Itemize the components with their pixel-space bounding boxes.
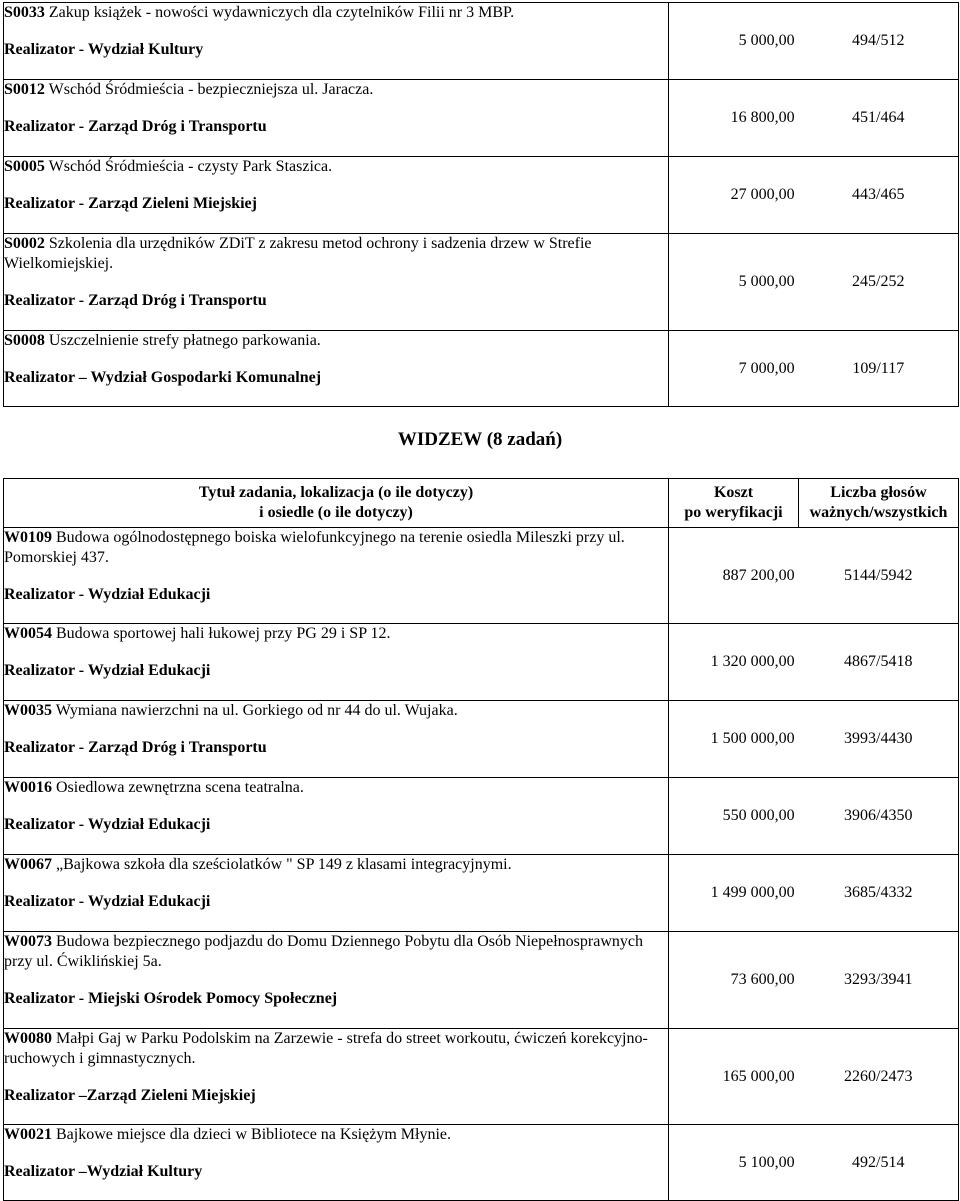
task-cell [4,80,669,157]
task-values [669,331,959,407]
task-code: W0035 [4,702,52,719]
task-description: Bajkowe miejsce dla dzieci w Bibliotece na Księżym Młynie. [56,1126,451,1143]
task-description: Szkolenia dla urzędników ZDiT z zakresu metod ochrony i sadzenia drzew w Strefie Wielkomiejskiej. [4,235,592,272]
task-votes: 3993/4430 [844,730,913,747]
task-cell [4,157,669,234]
task-description: Budowa bezpiecznego podjazdu do Domu Dziennego Pobytu dla Osób Niepełnosprawnych przy ul. Ćwiklińskiej 5a. [4,933,643,970]
task-votes: 109/117 [852,359,905,377]
task-realizator: Realizator - Zarząd Dróg i Transportu [4,118,267,135]
task-cost: 165 000,00 [722,1067,795,1085]
task-cell [4,624,669,701]
task-realizator: Realizator –Zarząd Zieleni Miejskiej [4,1087,256,1104]
task-cost: 7 000,00 [738,359,795,377]
task-realizator: Realizator – Wydział Gospodarki Komunalnej [4,369,322,386]
task-cell [4,1029,669,1125]
task-votes: 494/512 [852,32,905,49]
task-code: W0109 [4,529,52,546]
task-cost: 887 200,00 [722,566,795,584]
task-cost: 5 100,00 [738,1153,795,1171]
task-description: Wymiana nawierzchni na ul. Gorkiego od nr 44 do ul. Wujaka. [55,702,458,719]
task-realizator: Realizator - Zarząd Dróg i Transportu [4,739,267,756]
table-row [4,932,959,1029]
task-cell [4,331,669,407]
header-title: Tytuł zadania, lokalizacja (o ile dotyczy) i osiedle (o ile dotyczy) [4,479,669,528]
section-title: WIDZEW (8 zadań) [397,429,563,450]
task-values [669,528,959,624]
task-cell [4,932,669,1029]
task-cost: 5 000,00 [738,273,795,290]
task-cost: 1 499 000,00 [710,884,795,901]
table-row [4,778,959,855]
task-realizator: Realizator - Miejski Ośrodek Pomocy Społecznej [4,990,338,1007]
task-values [669,701,959,778]
task-cost: 1 500 000,00 [710,730,795,747]
task-realizator: Realizator - Wydział Edukacji [4,816,211,833]
task-votes: 245/252 [852,273,905,290]
task-description: Budowa ogólnodostępnego boiska wielofunkcyjnego na terenie osiedla Mileszki przy ul. Pomorskiej 437. [4,529,625,566]
task-code: S0033 [4,4,45,21]
task-description: Osiedlowa zewnętrzna scena teatralna. [56,779,304,796]
task-values [669,932,959,1029]
task-realizator: Realizator - Zarząd Dróg i Transportu [4,292,267,309]
task-cost: 27 000,00 [730,186,795,203]
task-code: W0054 [4,625,52,642]
task-cost: 1 320 000,00 [710,653,795,670]
task-cell [4,701,669,778]
task-code: W0067 [4,856,52,873]
task-votes: 5144/5942 [844,566,913,584]
task-cost: 16 800,00 [730,109,795,126]
table-row [4,331,959,407]
table-row [4,3,959,80]
task-values [669,1029,959,1125]
task-values [669,1125,959,1201]
task-votes: 3293/3941 [844,971,913,988]
task-code: W0021 [4,1126,52,1143]
task-realizator: Realizator - Wydział Edukacji [4,893,211,910]
task-code: W0016 [4,779,52,796]
widzew-tasks-table [3,478,959,1201]
task-cost: 73 600,00 [730,971,795,988]
task-realizator: Realizator –Wydział Kultury [4,1163,203,1180]
task-values [669,157,959,234]
table-row [4,624,959,701]
table-row [4,80,959,157]
task-code: S0002 [4,235,45,252]
task-realizator: Realizator - Wydział Edukacji [4,662,211,679]
task-code: W0073 [4,933,52,950]
task-description: Wschód Śródmieścia - bezpieczniejsza ul. Jaracza. [48,81,374,98]
task-votes: 4867/5418 [844,653,913,670]
task-votes: 451/464 [852,109,905,126]
task-code: S0005 [4,158,45,175]
task-realizator: Realizator - Wydział Kultury [4,41,204,58]
task-cell [4,528,669,624]
task-votes: 2260/2473 [844,1067,913,1085]
task-cost: 5 000,00 [738,32,795,49]
table-row [4,234,959,331]
header-cost: Koszt po weryfikacji [669,479,799,528]
header-votes: Liczba głosów ważnych/wszystkich [799,479,959,528]
task-description: Budowa sportowej hali łukowej przy PG 29 i SP 12. [56,625,391,642]
task-cost: 550 000,00 [722,807,795,824]
task-values [669,234,959,331]
task-values [669,3,959,80]
task-votes: 3906/4350 [844,807,913,824]
task-code: S0012 [4,81,45,98]
table-row [4,528,959,624]
task-description: „Bajkowa szkoła dla sześciolatków " SP 149 z klasami integracyjnymi. [56,856,512,873]
task-votes: 443/465 [852,186,905,203]
task-values [669,778,959,855]
task-cell [4,1125,669,1201]
task-cell [4,234,669,331]
task-cell [4,3,669,80]
table-row [4,157,959,234]
task-values [669,855,959,932]
table-row [4,1029,959,1125]
task-code: S0008 [4,332,45,349]
task-values [669,624,959,701]
task-description: Zakup książek - nowości wydawniczych dla czytelników Filii nr 3 MBP. [48,4,515,21]
task-votes: 492/514 [852,1153,905,1171]
tasks-table-top [3,2,959,407]
task-realizator: Realizator - Zarząd Zieleni Miejskiej [4,195,257,212]
table-row [4,855,959,932]
task-cell [4,778,669,855]
table-header-row [4,479,959,528]
task-values [669,80,959,157]
table-row [4,1125,959,1201]
table-row [4,701,959,778]
task-description: Wschód Śródmieścia - czysty Park Staszica. [48,158,333,175]
task-description: Małpi Gaj w Parku Podolskim na Zarzewie - strefa do street workoutu, ćwiczeń korekcyjno-ruchowych i gimnastycznych. [4,1030,648,1067]
task-code: W0080 [4,1030,52,1047]
task-cell [4,855,669,932]
task-realizator: Realizator - Wydział Edukacji [4,586,211,603]
task-description: Uszczelnienie strefy płatnego parkowania. [48,332,321,349]
task-votes: 3685/4332 [844,884,913,901]
